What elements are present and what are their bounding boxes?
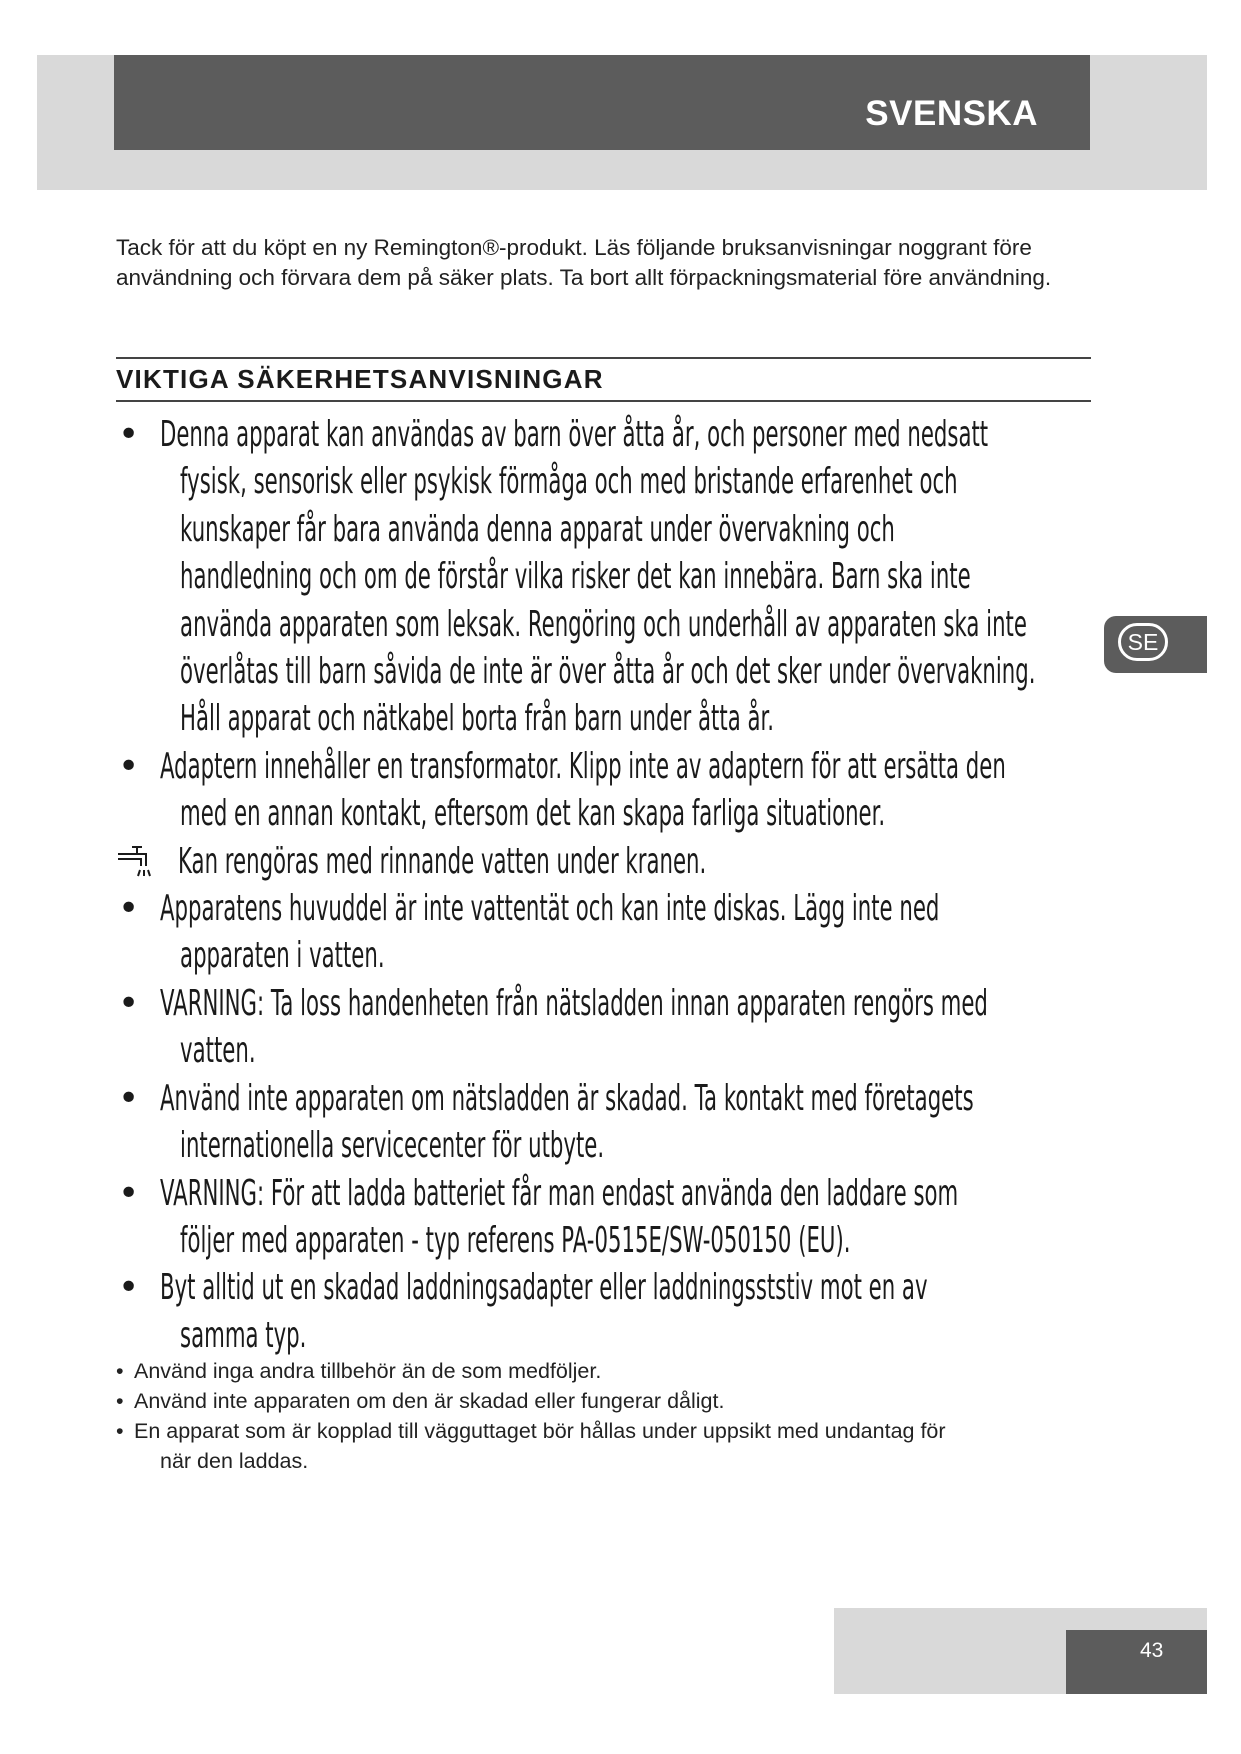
list-item [116, 1386, 1116, 1416]
language-badge: SE [1118, 623, 1168, 661]
list-item-text: när den laddas. [160, 1449, 309, 1473]
safety-item [118, 743, 1118, 838]
safety-text-line: • VARNING: För att ladda batteriet får man endast använda den laddare som [160, 1172, 959, 1214]
section-rule-top [116, 357, 1091, 359]
list-item-text: Använd inga andra tillbehör än de som medföljer. [134, 1359, 602, 1383]
safety-text-line: samma typ. [180, 1314, 307, 1356]
safety-item [118, 980, 1118, 1075]
safety-text-line: handledning och om de förstår vilka risker det kan innebära. Barn ska inte [180, 556, 971, 598]
list-item-text: Använd inte apparaten om den är skadad eller fungerar dåligt. [134, 1389, 725, 1413]
safety-text-line: vatten. [180, 1030, 256, 1072]
safety-text-line: med en annan kontakt, eftersom det kan skapa farliga situationer. [180, 793, 886, 835]
language-tab [1104, 616, 1207, 673]
header-bar [114, 55, 1090, 150]
safety-text-line: använda apparaten som leksak. Rengöring och underhåll av apparaten ska inte [180, 603, 1027, 645]
tap-item [118, 838, 1118, 885]
footer-bar [1066, 1630, 1207, 1694]
safety-text-line: kunskaper får bara använda denna apparat under övervakning och [180, 508, 895, 550]
safety-list [118, 411, 1118, 1359]
safety-item [118, 1170, 1118, 1265]
list-item [116, 1356, 1116, 1386]
intro-paragraph: Tack för att du köpt en ny Remington®-produkt. Läs följande bruksanvisningar noggrant före användning och förvara dem på säker plats. Ta bort allt förpackningsmaterial före användning. [116, 235, 1052, 290]
safety-item [118, 411, 1118, 743]
safety-item [118, 1075, 1118, 1170]
safety-text-line: • Apparatens huvuddel är inte vattentät och kan inte diskas. Lägg inte ned [160, 888, 940, 930]
safety-item [118, 1264, 1118, 1359]
safety-text-line: • Byt alltid ut en skadad laddningsadapter eller laddningsststiv mot en av [160, 1267, 928, 1309]
safety-text-line: apparaten i vatten. [180, 935, 385, 977]
page-title: SVENSKA [865, 94, 1038, 133]
list-item [116, 1416, 1116, 1476]
small-safety-list [116, 1356, 1116, 1476]
list-item-text: En apparat som är kopplad till vägguttaget bör hållas under uppsikt med undantag för [134, 1419, 946, 1443]
safety-text-line: internationella servicecenter för utbyte. [180, 1125, 605, 1167]
section-rule-bottom [116, 400, 1091, 402]
safety-text-line: Håll apparat och nätkabel borta från barn under åtta år. [180, 698, 775, 740]
safety-text-line: överlåtas till barn såvida de inte är över åtta år och det sker under övervakning. [180, 651, 1036, 693]
tap-text: Kan rengöras med rinnande vatten under kranen. [178, 840, 707, 882]
safety-text-line: följer med apparaten - typ referens PA-0515E/SW-050150 (EU). [180, 1219, 851, 1261]
water-tap-icon [116, 844, 154, 878]
safety-text-line: • Adaptern innehåller en transformator. Klipp inte av adaptern för att ersätta den [160, 745, 1006, 787]
section-heading: VIKTIGA SÄKERHETSANVISNINGAR [116, 364, 604, 394]
page-number: 43 [1140, 1639, 1164, 1662]
safety-text-line: fysisk, sensorisk eller psykisk förmåga och med bristande erfarenhet och [180, 461, 958, 503]
safety-text-line: • Använd inte apparaten om nätsladden är skadad. Ta kontakt med företagets [160, 1077, 974, 1119]
safety-text-line: • Denna apparat kan användas av barn över åtta år, och personer med nedsatt [160, 414, 989, 455]
safety-item [118, 885, 1118, 980]
safety-text-line: • VARNING: Ta loss handenheten från nätsladden innan apparaten rengörs med [160, 982, 988, 1024]
